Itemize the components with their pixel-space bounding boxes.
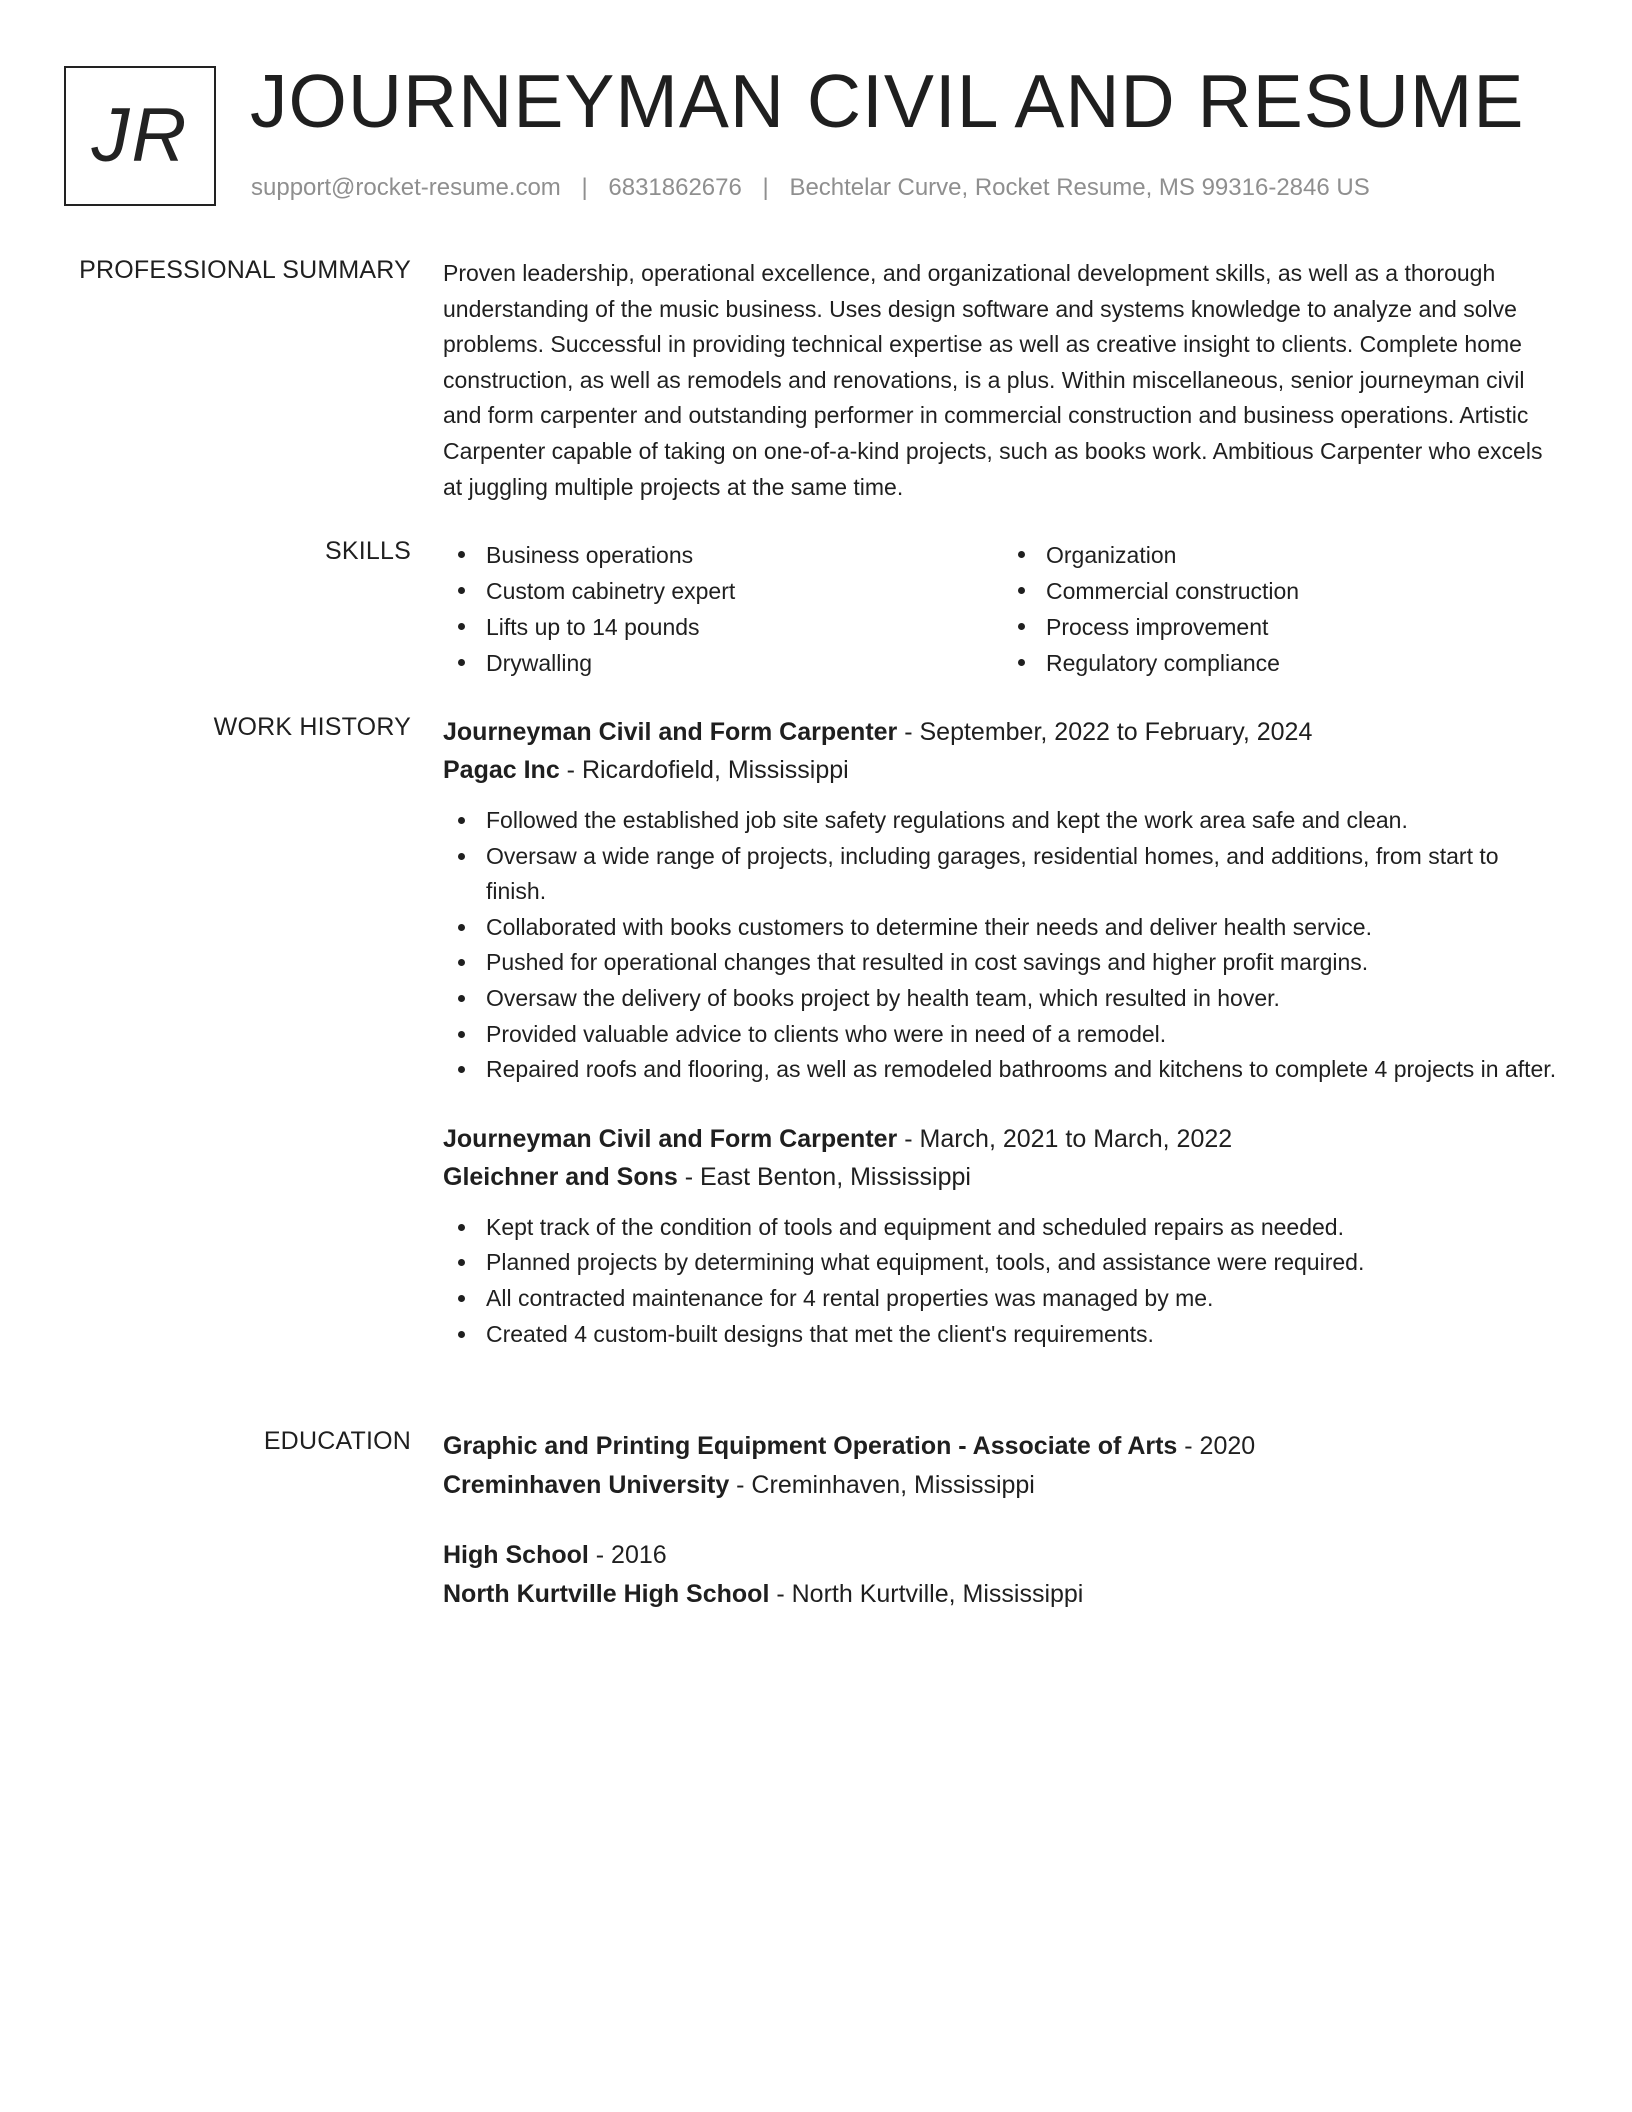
job-title: Journeyman Civil and Form Carpenter [443, 718, 898, 746]
job-bullet: Created 4 custom-built designs that met the client's requirements. [486, 1317, 1563, 1353]
education-location: - North Kurtville, Mississippi [769, 1580, 1084, 1608]
job-bullet: Oversaw a wide range of projects, including garages, residential homes, and additions, from start to finish. [486, 839, 1563, 910]
job-bullet: Collaborated with books customers to determine their needs and deliver health service. [486, 910, 1563, 946]
job-dates: - September, 2022 to February, 2024 [897, 718, 1313, 746]
resume-name: JOURNEYMAN CIVIL AND RESUME [250, 59, 1525, 143]
education-degree-line [443, 1427, 1563, 1466]
skills-body [443, 537, 1563, 681]
skills-column-right [1003, 537, 1563, 681]
monogram-badge: JR [64, 66, 216, 206]
education-location: - Creminhaven, Mississippi [729, 1471, 1035, 1499]
job-entry [443, 713, 1563, 1088]
education-school: Creminhaven University [443, 1471, 730, 1499]
job-entry [443, 1120, 1563, 1352]
skills-label: SKILLS [325, 537, 411, 565]
education-year: - 2016 [588, 1541, 667, 1569]
education-entry [443, 1427, 1563, 1505]
education-body [443, 1427, 1563, 1614]
resume-header [64, 59, 1564, 216]
skills-column-left [443, 537, 1003, 681]
job-company-line [443, 751, 1563, 789]
skill-item: Organization [1046, 537, 1563, 573]
education-label: EDUCATION [263, 1427, 411, 1455]
education-degree: Graphic and Printing Equipment Operation - Associate of Arts [443, 1432, 1178, 1460]
contact-address: Bechtelar Curve, Rocket Resume, MS 99316-2846 US [789, 174, 1370, 201]
job-bullet: Kept track of the condition of tools and equipment and scheduled repairs as needed. [486, 1210, 1563, 1246]
job-title-line [443, 713, 1563, 751]
job-company: Pagac Inc [443, 756, 560, 784]
education-degree-line [443, 1536, 1563, 1575]
job-bullet: Followed the established job site safety regulations and kept the work area safe and clean. [486, 803, 1563, 839]
skill-item: Process improvement [1046, 609, 1563, 645]
summary-label: PROFESSIONAL SUMMARY [79, 256, 411, 284]
skill-item: Lifts up to 14 pounds [486, 609, 1003, 645]
work-history-label: WORK HISTORY [213, 713, 411, 741]
education-degree: High School [443, 1541, 589, 1569]
summary-body [443, 256, 1563, 505]
job-bullets [443, 1210, 1563, 1352]
education-entry [443, 1536, 1563, 1614]
job-bullets [443, 803, 1563, 1088]
skill-item: Business operations [486, 537, 1003, 573]
education-school-line [443, 1575, 1563, 1614]
job-bullet: All contracted maintenance for 4 rental properties was managed by me. [486, 1281, 1563, 1317]
job-dates: - March, 2021 to March, 2022 [897, 1124, 1233, 1153]
job-bullet: Provided valuable advice to clients who were in need of a remodel. [486, 1017, 1563, 1053]
job-bullet: Repaired roofs and flooring, as well as remodeled bathrooms and kitchens to complete 4 projects in after. [486, 1052, 1563, 1088]
skill-item: Drywalling [486, 645, 1003, 681]
education-school: North Kurtville High School [443, 1580, 770, 1608]
contact-separator: | [762, 174, 769, 201]
job-title-line [443, 1120, 1563, 1158]
contact-email[interactable]: support@rocket-resume.com [251, 174, 561, 201]
work-history-body [443, 713, 1563, 1352]
contact-separator: | [581, 174, 588, 201]
education-school-line [443, 1466, 1563, 1505]
job-location: - East Benton, Mississippi [677, 1162, 971, 1191]
contact-phone[interactable]: 6831862676 [608, 174, 742, 201]
skill-item: Commercial construction [1046, 573, 1563, 609]
education-year: - 2020 [1177, 1432, 1256, 1460]
job-bullet: Planned projects by determining what equipment, tools, and assistance were required. [486, 1245, 1563, 1281]
skills-grid [443, 537, 1563, 681]
job-company: Gleichner and Sons [443, 1162, 678, 1191]
contact-line [251, 174, 1370, 202]
skill-item: Custom cabinetry expert [486, 573, 1003, 609]
job-bullet: Pushed for operational changes that resulted in cost savings and higher profit margins. [486, 945, 1563, 981]
summary-text: Proven leadership, operational excellence, and organizational development skills, as well as a thorough understanding of the music business. Uses design software and systems knowledge to analyze and solve problems. Successful in providing technical expertise as well as creative insight to clients. Complete home construction, as well as remodels and renovations, is a plus. Within miscellaneous, senior journeyman civil and form carpenter and outstanding performer in commercial construction and business operations. Artistic Carpenter capable of taking on one-of-a-kind projects, such as books work. Ambitious Carpenter who excels at juggling multiple projects at the same time. [443, 260, 1543, 500]
job-bullet: Oversaw the delivery of books project by health team, which resulted in hover. [486, 981, 1563, 1017]
job-company-line [443, 1158, 1563, 1196]
skill-item: Regulatory compliance [1046, 645, 1563, 681]
job-title: Journeyman Civil and Form Carpenter [443, 1124, 898, 1153]
job-location: - Ricardofield, Mississippi [559, 756, 849, 784]
